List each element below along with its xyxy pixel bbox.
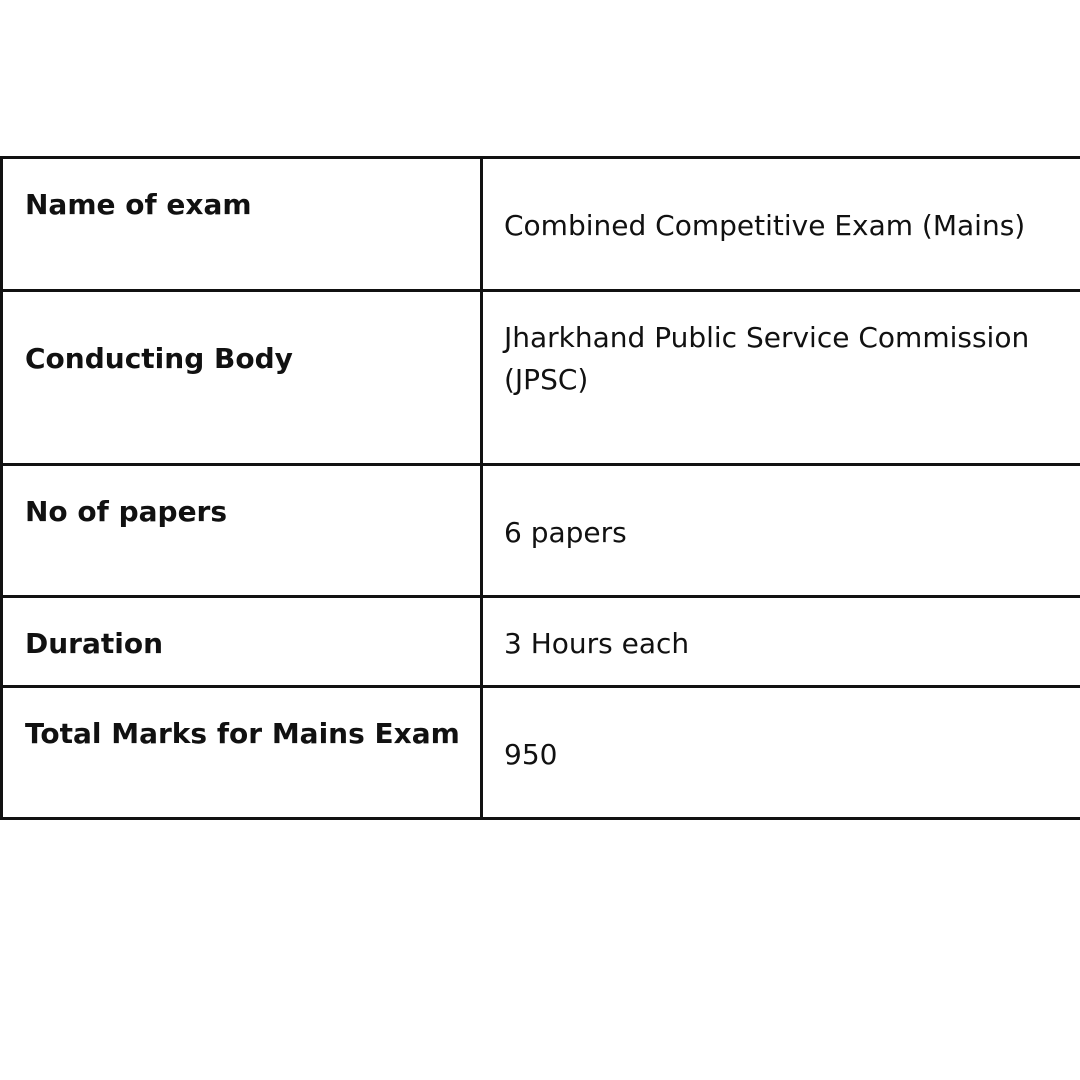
row-value-name-of-exam: Combined Competitive Exam (Mains) [482, 158, 1080, 291]
row-label-name-of-exam: Name of exam [2, 158, 482, 291]
row-label-conducting-body: Conducting Body [2, 291, 482, 465]
table-row [2, 291, 1080, 465]
table-row [2, 597, 1080, 687]
row-value-duration: 3 Hours each [482, 597, 1080, 687]
row-label-duration: Duration [2, 597, 482, 687]
table-row [2, 465, 1080, 597]
table-row [2, 158, 1080, 291]
row-label-total-marks: Total Marks for Mains Exam [2, 687, 482, 819]
exam-info-table [0, 156, 1080, 820]
row-value-total-marks: 950 [482, 687, 1080, 819]
row-label-no-of-papers: No of papers [2, 465, 482, 597]
row-value-conducting-body: Jharkhand Public Service Commission (JPSC) [482, 291, 1080, 465]
table-row [2, 687, 1080, 819]
row-value-no-of-papers: 6 papers [482, 465, 1080, 597]
